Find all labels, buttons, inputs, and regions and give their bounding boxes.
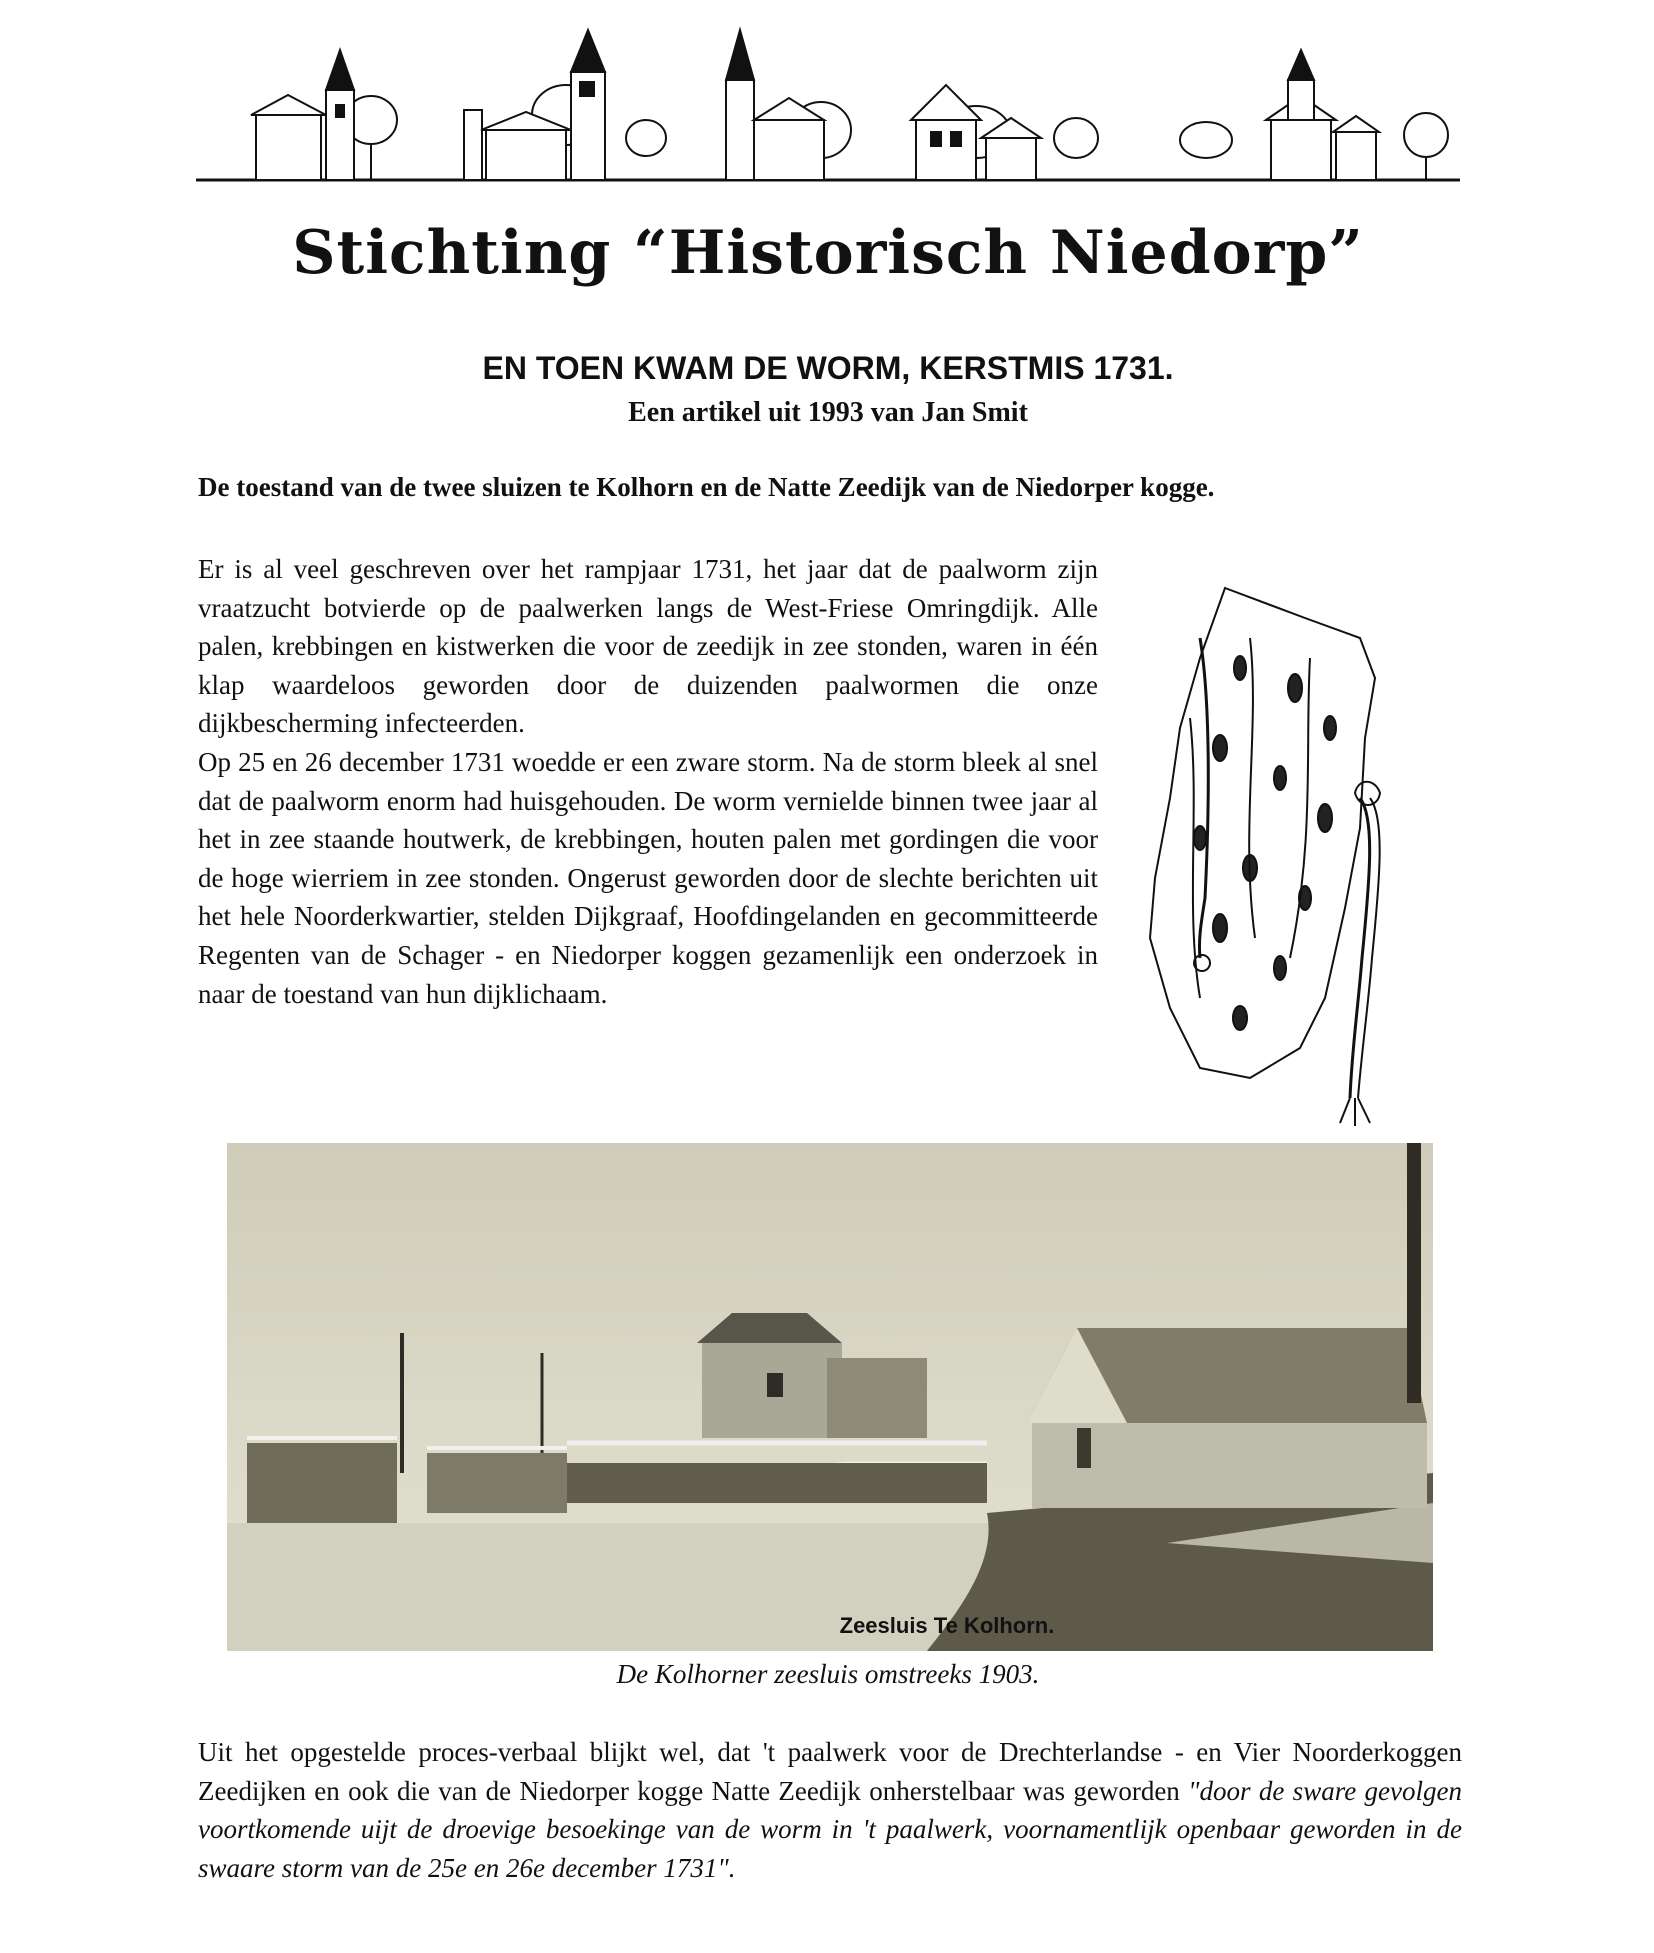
intro-paragraph-2: Op 25 en 26 december 1731 woedde er een zware storm. Na de storm bleek al snel dat de paalworm enorm had huisgehouden. De worm vernielde binnen twee jaar al het in zee staande houtwerk, de krebbingen, houten palen met gordingen die voor de hoge wierriem in zee stonden. Ongerust geworden door de slechte berichten uit het hele Noorderkwartier, stelden Dijkgraaf, Hoofdingelanden en gecommitteerde Regenten van de Schager - en Niedorper koggen gezamenlijk een onderzoek in naar de toestand van hun dijklichaam. [198, 746, 1098, 1009]
closing-sentence: Uit het opgestelde proces-verbaal blijkt wel, dat 't paalwerk voor de Drechterlandse - en Vier Noorderkoggen Zeedijken en ook die van de Niedorper kogge Natte Zeedijk onherstelbaar was geworden [198, 1737, 1462, 1806]
closing-quote: "door de sware gevolgen voortkomende uijt de droevige besoekinge van de worm in 't paalwerk, voornamentlijk openbaar geworden in de swaare storm van de 25e en 26e december 1731". [198, 1775, 1462, 1883]
photo-caption: De Kolhorner zeesluis omstreeks 1903. [616, 1659, 1040, 1689]
photo-inscription: Zeesluis Te Kolhorn. [839, 1613, 1055, 1638]
village-skyline-drawing [196, 20, 1460, 205]
sepia-photo-zeesluis-kolhorn [227, 1143, 1433, 1651]
closing-paragraph [198, 1733, 1462, 1887]
article-title: EN TOEN KWAM DE WORM, KERSTMIS 1731. [482, 350, 1174, 386]
intro-text [198, 550, 1098, 1013]
article-lead: De toestand van de twee sluizen te Kolhorn en de Natte Zeedijk van de Niedorper kogge. [198, 472, 1215, 502]
article-subtitle: Een artikel uit 1993 van Jan Smit [628, 397, 1028, 428]
shipworm-in-wood-drawing [1130, 578, 1420, 1128]
organization-title: Stichting “Historisch Niedorp” [292, 218, 1364, 288]
intro-paragraph-1: Er is al veel geschreven over het rampjaar 1731, het jaar dat de paalworm zijn vraatzucht botvierde op de paalwerken langs de West-Friese Omringdijk. Alle palen, krebbingen en kistwerken die voor de zeedijk in zee stonden, waren in één klap waardeloos geworden door de duizenden paalwormen die onze dijkbescherming infecteerden. [198, 554, 1098, 739]
closing-text [198, 1733, 1462, 1887]
